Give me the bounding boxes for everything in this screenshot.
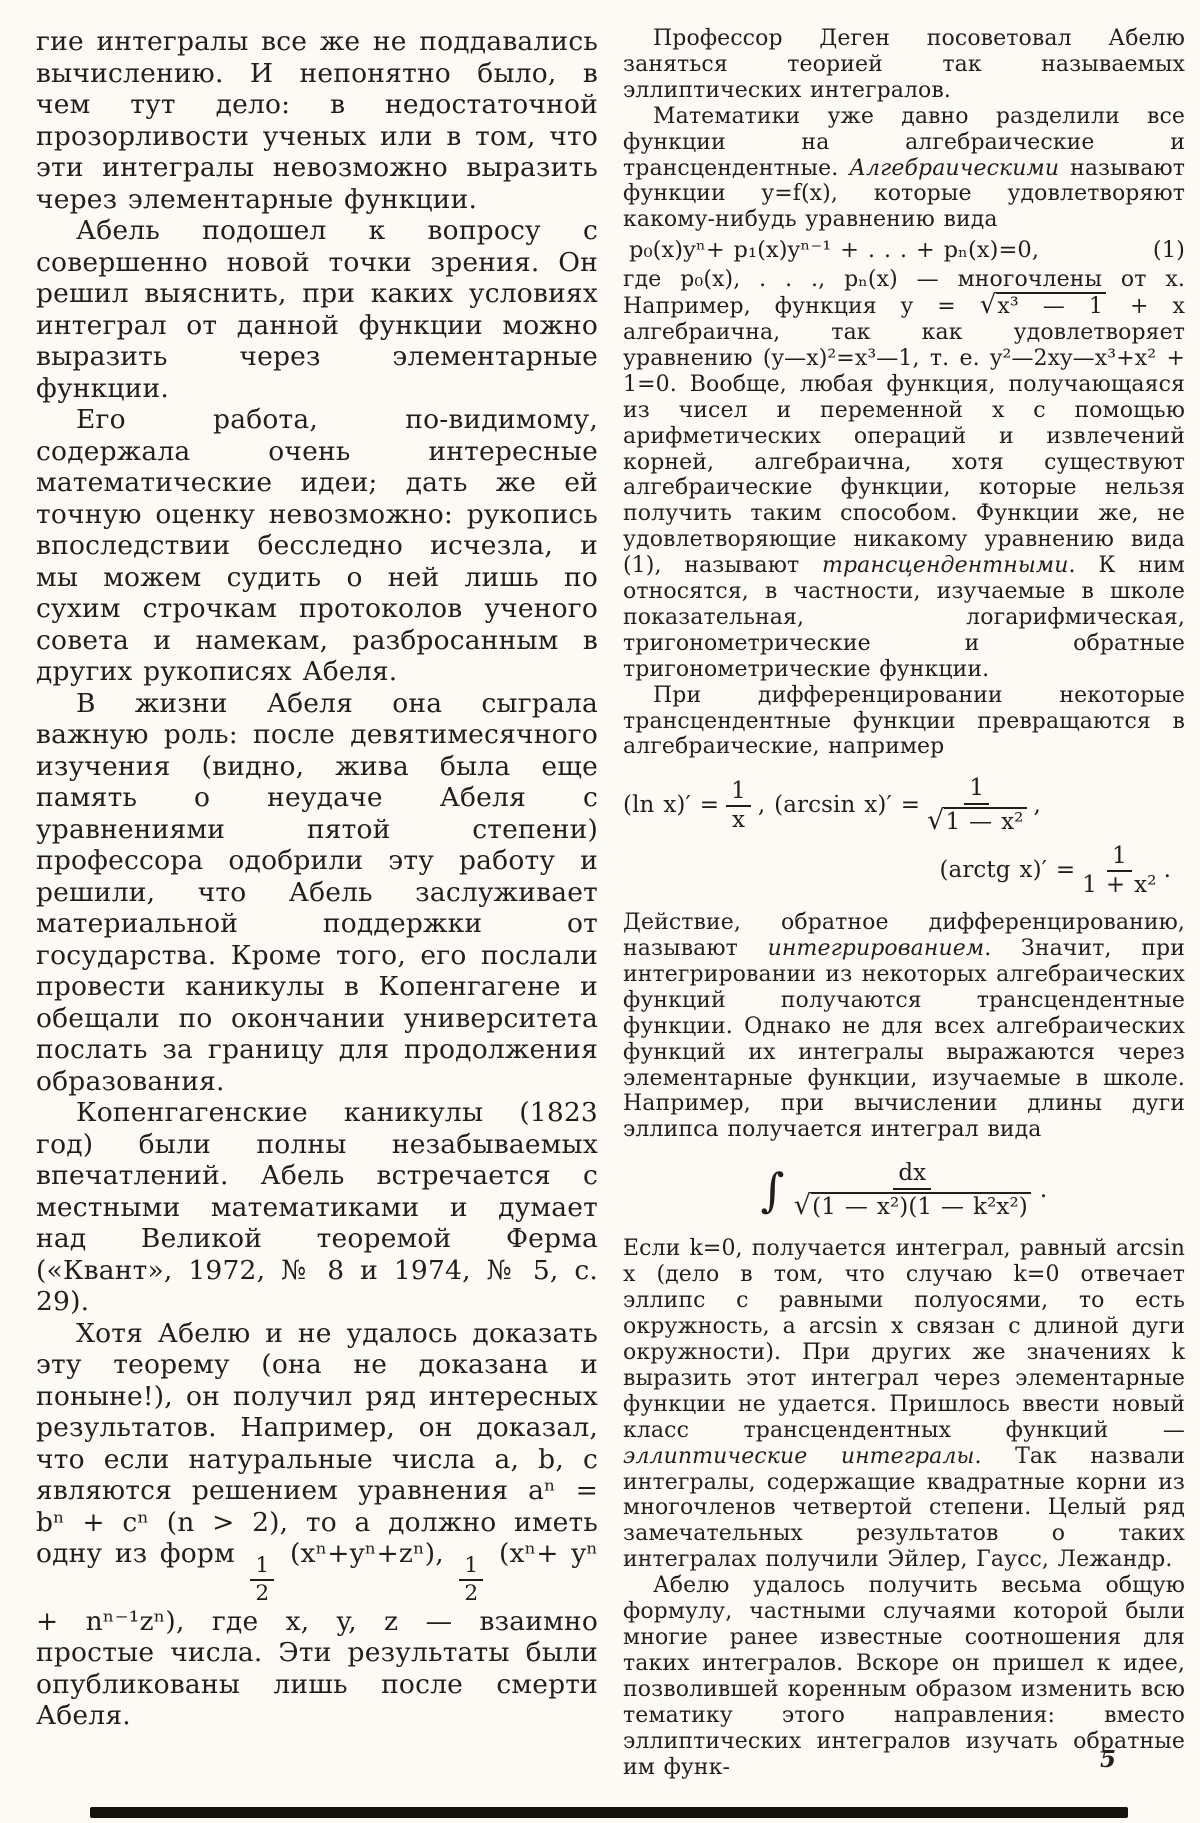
formula-lhs: (arctg x)′ =: [939, 856, 1076, 883]
paragraph: Абель подошел к вопросу с совершенно новой точки зрения. Он решил выяснить, при каких условиях интеграл от данной функции можно выразить через элементарные функции.: [36, 215, 598, 404]
paragraph: гие интегралы все же не поддавались вычислению. И непонятно было, в чем тут дело: в недостаточной прозорливости ученых или в том, что эти интегралы невозможно выразить через элементарные функции.: [36, 26, 598, 215]
paragraph: [623, 910, 1185, 1143]
text-segment: (xⁿ+ yⁿ + nⁿ⁻¹zⁿ), где x, y, z — взаимно простые числа. Эти результаты были опубликованы лишь после смерти Абеля.: [36, 1538, 599, 1732]
text-segment: . К ним относятся, в частности, изучаемые в школе показательная, логарифмическая, тригонометрические и обратные тригонометрические функции.: [623, 553, 1185, 682]
paragraph: Профессор Деген посоветовал Абелю заняться теорией так называемых эллиптических интегралов.: [623, 26, 1185, 103]
fraction: [726, 779, 751, 834]
formula-lhs: (ln x)′ =: [623, 791, 720, 818]
fraction-denominator: 2: [255, 1580, 270, 1606]
punctuation: .: [1163, 856, 1171, 883]
text-segment: называют функции y=f(x), которые удовлетворяют какому-нибудь уравнению вида: [623, 155, 1185, 233]
punctuation: .: [1039, 1176, 1048, 1203]
fraction-denominator: 1 + x²: [1082, 871, 1157, 898]
equation-1: [623, 238, 1185, 264]
text-segment: . Значит, при интегрировании из некоторых алгебраических функций получаются трансцендентные функции. Однако не для всех алгебраических функций их интегралы выражаются через элементарные функции, изучаемые в школе. Например, при вычислении длины дуги эллипса получается интеграл вида: [623, 936, 1185, 1143]
paragraph-with-math: [623, 267, 1185, 683]
punctuation: ,: [1033, 791, 1041, 818]
sqrt-radical: [793, 1189, 1031, 1221]
right-column: [623, 26, 1185, 1780]
fraction-one-half: [250, 1554, 274, 1606]
fraction-with-sqrt: [794, 1161, 1031, 1220]
fraction-denominator: [927, 805, 1026, 836]
formula-lhs: , (arcsin x)′ =: [757, 791, 921, 818]
fraction-numerator: 1: [459, 1554, 483, 1581]
radical-sign: √: [793, 1189, 812, 1221]
fraction-numerator: 1: [250, 1554, 274, 1581]
equation-body: p₀(x)yⁿ+ p₁(x)yⁿ⁻¹ + . . . + pₙ(x)=0,: [629, 237, 1040, 264]
radical-sign: √: [979, 290, 997, 321]
text-segment: Хотя Абелю и не удалось доказать эту теорему (она не доказана и поныне!), он получил ряд интересных результатов. Например, он доказал, что если натуральные числа a, b, c являются решением уравнения aⁿ = bⁿ + cⁿ (n > 2), то a должно иметь одну из форм: [36, 1317, 598, 1569]
paragraph: Копенгагенские каникулы (1823 год) были полны незабываемых впечатлений. Абель встречается с местными математиками и думает над Великой теоремой Ферма («Квант», 1972, № 8 и 1974, № 5, с. 29).: [36, 1097, 598, 1317]
elliptic-integral-formula: [623, 1161, 1185, 1220]
paragraph: [623, 104, 1185, 234]
paragraph: В жизни Абеля она сыграла важную роль: после девятимесячного изучения (видно, жива была еще память о неудаче Абеля с уравнениями пятой степени) профессора одобрили эту работу и решили, что Абель заслуживает материальной поддержки от государства. Кроме того, его послали провести каникулы в Копенгагене и обещали по окончании университета послать за границу для продолжения образования.: [36, 687, 598, 1097]
fraction-denominator: x: [731, 806, 746, 833]
italic-term: интегрированием: [767, 936, 985, 962]
scan-artifact-bar: [90, 1807, 1128, 1818]
fraction-denominator: [794, 1190, 1031, 1221]
paragraph-with-math: [36, 1318, 598, 1732]
radical-sign: √: [927, 804, 945, 836]
paragraph: При дифференцировании некоторые трансцендентные функции превращаются в алгебраические, например: [623, 682, 1185, 760]
italic-term: эллиптические интегралы: [623, 1443, 975, 1469]
fraction-one-half: [459, 1554, 483, 1606]
fraction-numerator: dx: [893, 1161, 931, 1189]
fraction-numerator: 1: [964, 776, 989, 804]
derivative-formulas-line-1: [623, 776, 1185, 835]
text-segment: + x алгебраична, так как удовлетворяет уравнению (y—x)²=x³—1, т. е. y²—2xy—x³+x² + 1=0. Вообще, любая функция, получающаяся из чисел и переменной x с помощью арифметических операций и извлечений корней, алгебраична, хотя существуют алгебраические функции, которые нельзя получить таким способом. Функции же, не удовлетворяющие никакому уравнению вида (1), называют: [623, 294, 1185, 579]
fraction-denominator: 2: [464, 1580, 479, 1606]
fraction-with-sqrt: [927, 776, 1026, 835]
paragraph: Абелю удалось получить весьма общую формулу, частными случаями которой были многие ранее известные соотношения для таких интегралов. Вскоре он пришел к идее, позволившей коренным образом изменить всю тематику этого направления: вместо эллиптических интегралов изучать обратные им функ-: [623, 1573, 1185, 1780]
text-segment: Действие, обратное дифференцированию, называют: [623, 910, 1185, 962]
derivative-formulas-line-2: [623, 844, 1185, 899]
text-segment: где p₀(x), . . ., pₙ(x) — многочлены от x. Например, функция y =: [623, 267, 1185, 320]
italic-term: трансцендентными: [822, 553, 1069, 579]
text-segment: (xⁿ+yⁿ+zⁿ),: [289, 1538, 444, 1569]
text-segment: Математики уже давно разделили все функции на алгебраические и трансцендентные.: [623, 103, 1185, 181]
text-segment: Если k=0, получается интеграл, равный arcsin x (дело в том, что случаю k=0 отвечает эллипс с равными полуосями, то есть окружность, а arcsin x связан с длиной дуги окружности). При других же значениях k выразить этот интеграл через элементарные функции не удается. Пришлось ввести новый класс трансцендентных функций —: [623, 1236, 1185, 1443]
sqrt-radical: [979, 290, 1106, 321]
radicand: x³ — 1: [996, 292, 1106, 319]
sqrt-radical: [927, 804, 1026, 836]
integral-sign: ∫: [760, 1163, 785, 1218]
page-number: 5: [1100, 1746, 1117, 1773]
radicand: 1 — x²: [944, 807, 1026, 835]
left-column: [36, 26, 598, 1732]
paragraph: [623, 1236, 1185, 1573]
fraction-numerator: 1: [1107, 844, 1132, 872]
fraction-numerator: 1: [726, 779, 751, 807]
equation-number: (1): [1152, 237, 1185, 264]
paragraph: Его работа, по-видимому, содержала очень интересные математические идеи; дать же ей точную оценку невозможно: рукопись впоследствии бесследно исчезла, и мы можем судить о ней лишь по сухим строчкам протоколов ученого совета и намекам, разбросанным в других рукописях Абеля.: [36, 404, 598, 687]
italic-term: Алгебраическими: [849, 155, 1060, 181]
radicand: (1 — x²)(1 — k²x²): [811, 1192, 1031, 1220]
text-segment: . Так назвали интегралы, содержащие квадратные корни из многочленов четвертой степени. Целый ряд замечательных результатов о таких интегралах получили Эйлер, Гаусс, Лежандр.: [623, 1443, 1185, 1573]
fraction: [1082, 844, 1156, 899]
